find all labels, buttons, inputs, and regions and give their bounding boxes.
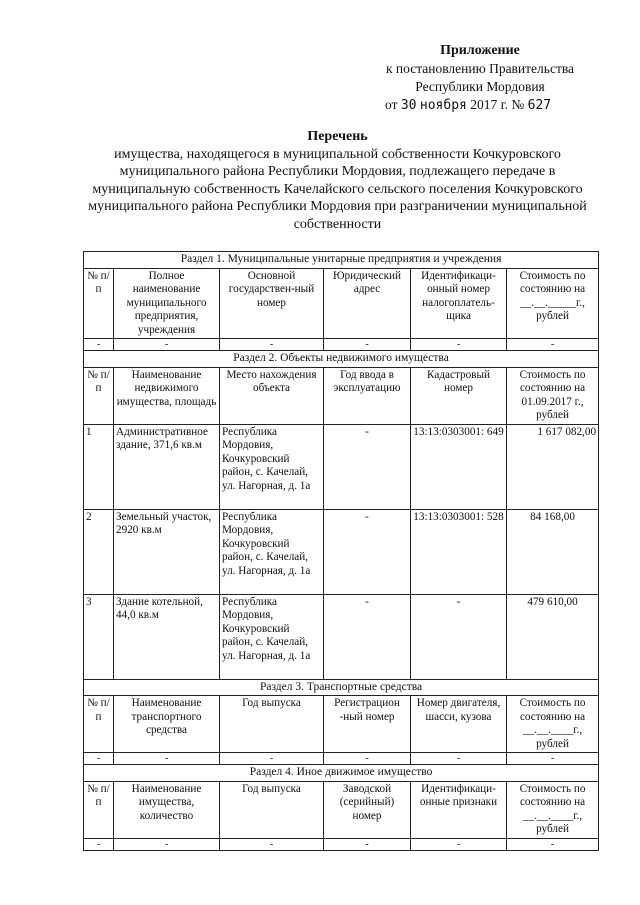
table-row (84, 509, 599, 594)
s2-header-location: Место нахождения объекта (220, 367, 324, 424)
appendix-date-line (330, 96, 630, 115)
s1-header-name: Полное наименование муниципального предприятия, учреждения (114, 268, 220, 339)
cell-location: Республика Мордовия, Кочкуровский район, с. Качелай, ул. Нагорная, д. 1а (220, 509, 324, 594)
cell: - (411, 838, 507, 850)
cell-cadastral: - (411, 594, 507, 679)
cell-cadastral: 13:13:0303001: 528 (411, 509, 507, 594)
section4-header-row (84, 781, 599, 838)
s3-header-reg: Регистрацион -ный номер (324, 696, 411, 753)
cell: - (507, 339, 599, 351)
cell-year: - (324, 424, 411, 509)
document-title (70, 128, 605, 233)
cell: - (84, 753, 114, 765)
table-row (84, 753, 599, 765)
cell: - (220, 838, 324, 850)
cell-name: Земельный участок, 2920 кв.м (114, 509, 220, 594)
s1-header-cost: Стоимость по состоянию на __.__._____г., рублей (507, 268, 599, 339)
s4-header-serial: Заводской (серийный) номер (324, 781, 411, 838)
section3-header-row (84, 696, 599, 753)
s4-header-year: Год выпуска (220, 781, 324, 838)
date-prefix: от (385, 97, 398, 112)
appendix-heading: Приложение (440, 43, 520, 58)
s1-header-address: Юридический адрес (324, 268, 411, 339)
table-row (84, 339, 599, 351)
resolution-number: 627 (527, 98, 552, 113)
cell: - (324, 838, 411, 850)
section2-title: Раздел 2. Объекты недвижимого имущества (84, 351, 599, 368)
cell-num: 1 (84, 424, 114, 509)
s3-header-cost: Стоимость по состоянию на __.__.____г., рублей (507, 696, 599, 753)
cell: - (411, 339, 507, 351)
cell-location: Республика Мордовия, Кочкуровский район, с. Качелай, ул. Нагорная, д. 1а (220, 594, 324, 679)
appendix-block (330, 42, 630, 115)
appendix-line-1: к постановлению Правительства (385, 61, 575, 76)
cell-cost: 479 610,00 (507, 594, 599, 679)
section2-header-row (84, 367, 599, 424)
cell-name: Административное здание, 371,6 кв.м (114, 424, 220, 509)
table-row (84, 424, 599, 509)
property-table (83, 251, 599, 851)
cell-num: 3 (84, 594, 114, 679)
s4-header-num: № п/п (84, 781, 114, 838)
cell: - (411, 753, 507, 765)
cell: - (220, 753, 324, 765)
cell-year: - (324, 509, 411, 594)
s1-header-ogrn: Основной государствен-ный номер (220, 268, 324, 339)
title-heading: Перечень (307, 129, 368, 144)
cell-name: Здание котельной, 44,0 кв.м (114, 594, 220, 679)
cell: - (220, 339, 324, 351)
section3-title: Раздел 3. Транспортные средства (84, 679, 599, 696)
table-row (84, 838, 599, 850)
s2-header-name: Наименование недвижимого имущества, площадь (114, 367, 220, 424)
cell: - (507, 838, 599, 850)
cell-cadastral: 13:13:0303001: 649 (411, 424, 507, 509)
title-text: имущества, находящегося в муниципальной собственности Кочкуровского муниципального района Республики Мордовия, подлежащего передаче в муниципальную собственность Качелайского сельского поселения Кочкуровского муниципального района Республики Мордовия при разграничении муниципальной собственности (88, 146, 587, 232)
cell: - (84, 838, 114, 850)
cell-year: - (324, 594, 411, 679)
s3-header-engine: Номер двигателя, шасси, кузова (411, 696, 507, 753)
s4-header-id: Идентификаци-онные признаки (411, 781, 507, 838)
s2-header-cost: Стоимость по состоянию на 01.09.2017 г., рублей (507, 367, 599, 424)
table-row (84, 594, 599, 679)
cell-location: Республика Мордовия, Кочкуровский район, с. Качелай, ул. Нагорная, д. 1а (220, 424, 324, 509)
s4-header-name: Наименование имущества, количество (114, 781, 220, 838)
section4-title: Раздел 4. Иное движимое имущество (84, 765, 599, 782)
s1-header-inn: Идентификаци-онный номер налогоплатель-щика (411, 268, 507, 339)
s3-header-name: Наименование транспортного средства (114, 696, 220, 753)
s2-header-cadastral: Кадастровый номер (411, 367, 507, 424)
date-year: 2017 г. № (470, 97, 525, 112)
cell: - (324, 339, 411, 351)
appendix-line-2: Республики Мордовия (415, 79, 545, 94)
date-month: ноября (419, 98, 467, 113)
section1-header-row (84, 268, 599, 339)
s3-header-num: № п/п (84, 696, 114, 753)
s1-header-num: № п/п (84, 268, 114, 339)
s4-header-cost: Стоимость по состоянию на __.__.____г., рублей (507, 781, 599, 838)
cell: - (114, 339, 220, 351)
cell-cost: 84 168,00 (507, 509, 599, 594)
date-day: 30 (400, 98, 417, 113)
cell-cost: 1 617 082,00 (507, 424, 599, 509)
s2-header-year: Год ввода в эксплуатацию (324, 367, 411, 424)
cell: - (114, 838, 220, 850)
cell-num: 2 (84, 509, 114, 594)
cell: - (84, 339, 114, 351)
cell: - (114, 753, 220, 765)
section1-title: Раздел 1. Муниципальные унитарные предприятия и учреждения (84, 252, 599, 269)
cell: - (324, 753, 411, 765)
s2-header-num: № п/п (84, 367, 114, 424)
s3-header-year: Год выпуска (220, 696, 324, 753)
cell: - (507, 753, 599, 765)
